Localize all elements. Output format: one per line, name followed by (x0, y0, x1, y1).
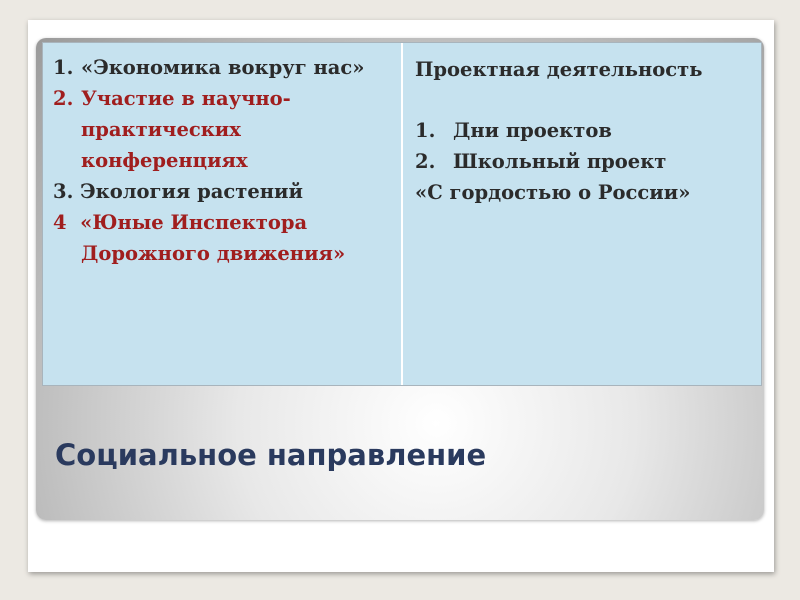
list-item-ecology (53, 176, 391, 207)
content-table (42, 42, 762, 386)
list-item-road-inspectors (53, 207, 391, 269)
project-item-school-subtitle: «С гордостью о России» (415, 181, 691, 204)
list-item-number: 1. (415, 119, 436, 142)
list-item-text: Экология растений (80, 180, 303, 203)
list-item-number: 1. (53, 56, 74, 79)
spacer (415, 85, 751, 115)
project-item-days (415, 115, 751, 146)
list-item-text: Участие в научно- (81, 87, 291, 110)
project-item-school (415, 146, 751, 177)
list-item-text: Дни проектов (453, 119, 612, 142)
list-item-economy (53, 52, 391, 83)
list-item-text: Школьный проект (453, 150, 667, 173)
list-item-text: «Экономика вокруг нас» (81, 56, 365, 79)
list-item-text: конференциях (81, 149, 248, 172)
list-item-conferences (53, 83, 391, 176)
list-item-text: Дорожного движения» (81, 242, 346, 265)
list-item-text: практических (81, 118, 241, 141)
left-cell (43, 43, 401, 385)
list-item-number: 2. (415, 150, 436, 173)
list-item-number: 4 (53, 211, 67, 234)
list-item-number: 2. (53, 87, 74, 110)
list-item-number: 3. (53, 180, 74, 203)
list-item-text: «Юные Инспектора (80, 211, 308, 234)
slide-title: Социальное направление (55, 438, 487, 472)
right-cell (403, 43, 761, 385)
right-cell-heading: Проектная деятельность (415, 58, 703, 81)
